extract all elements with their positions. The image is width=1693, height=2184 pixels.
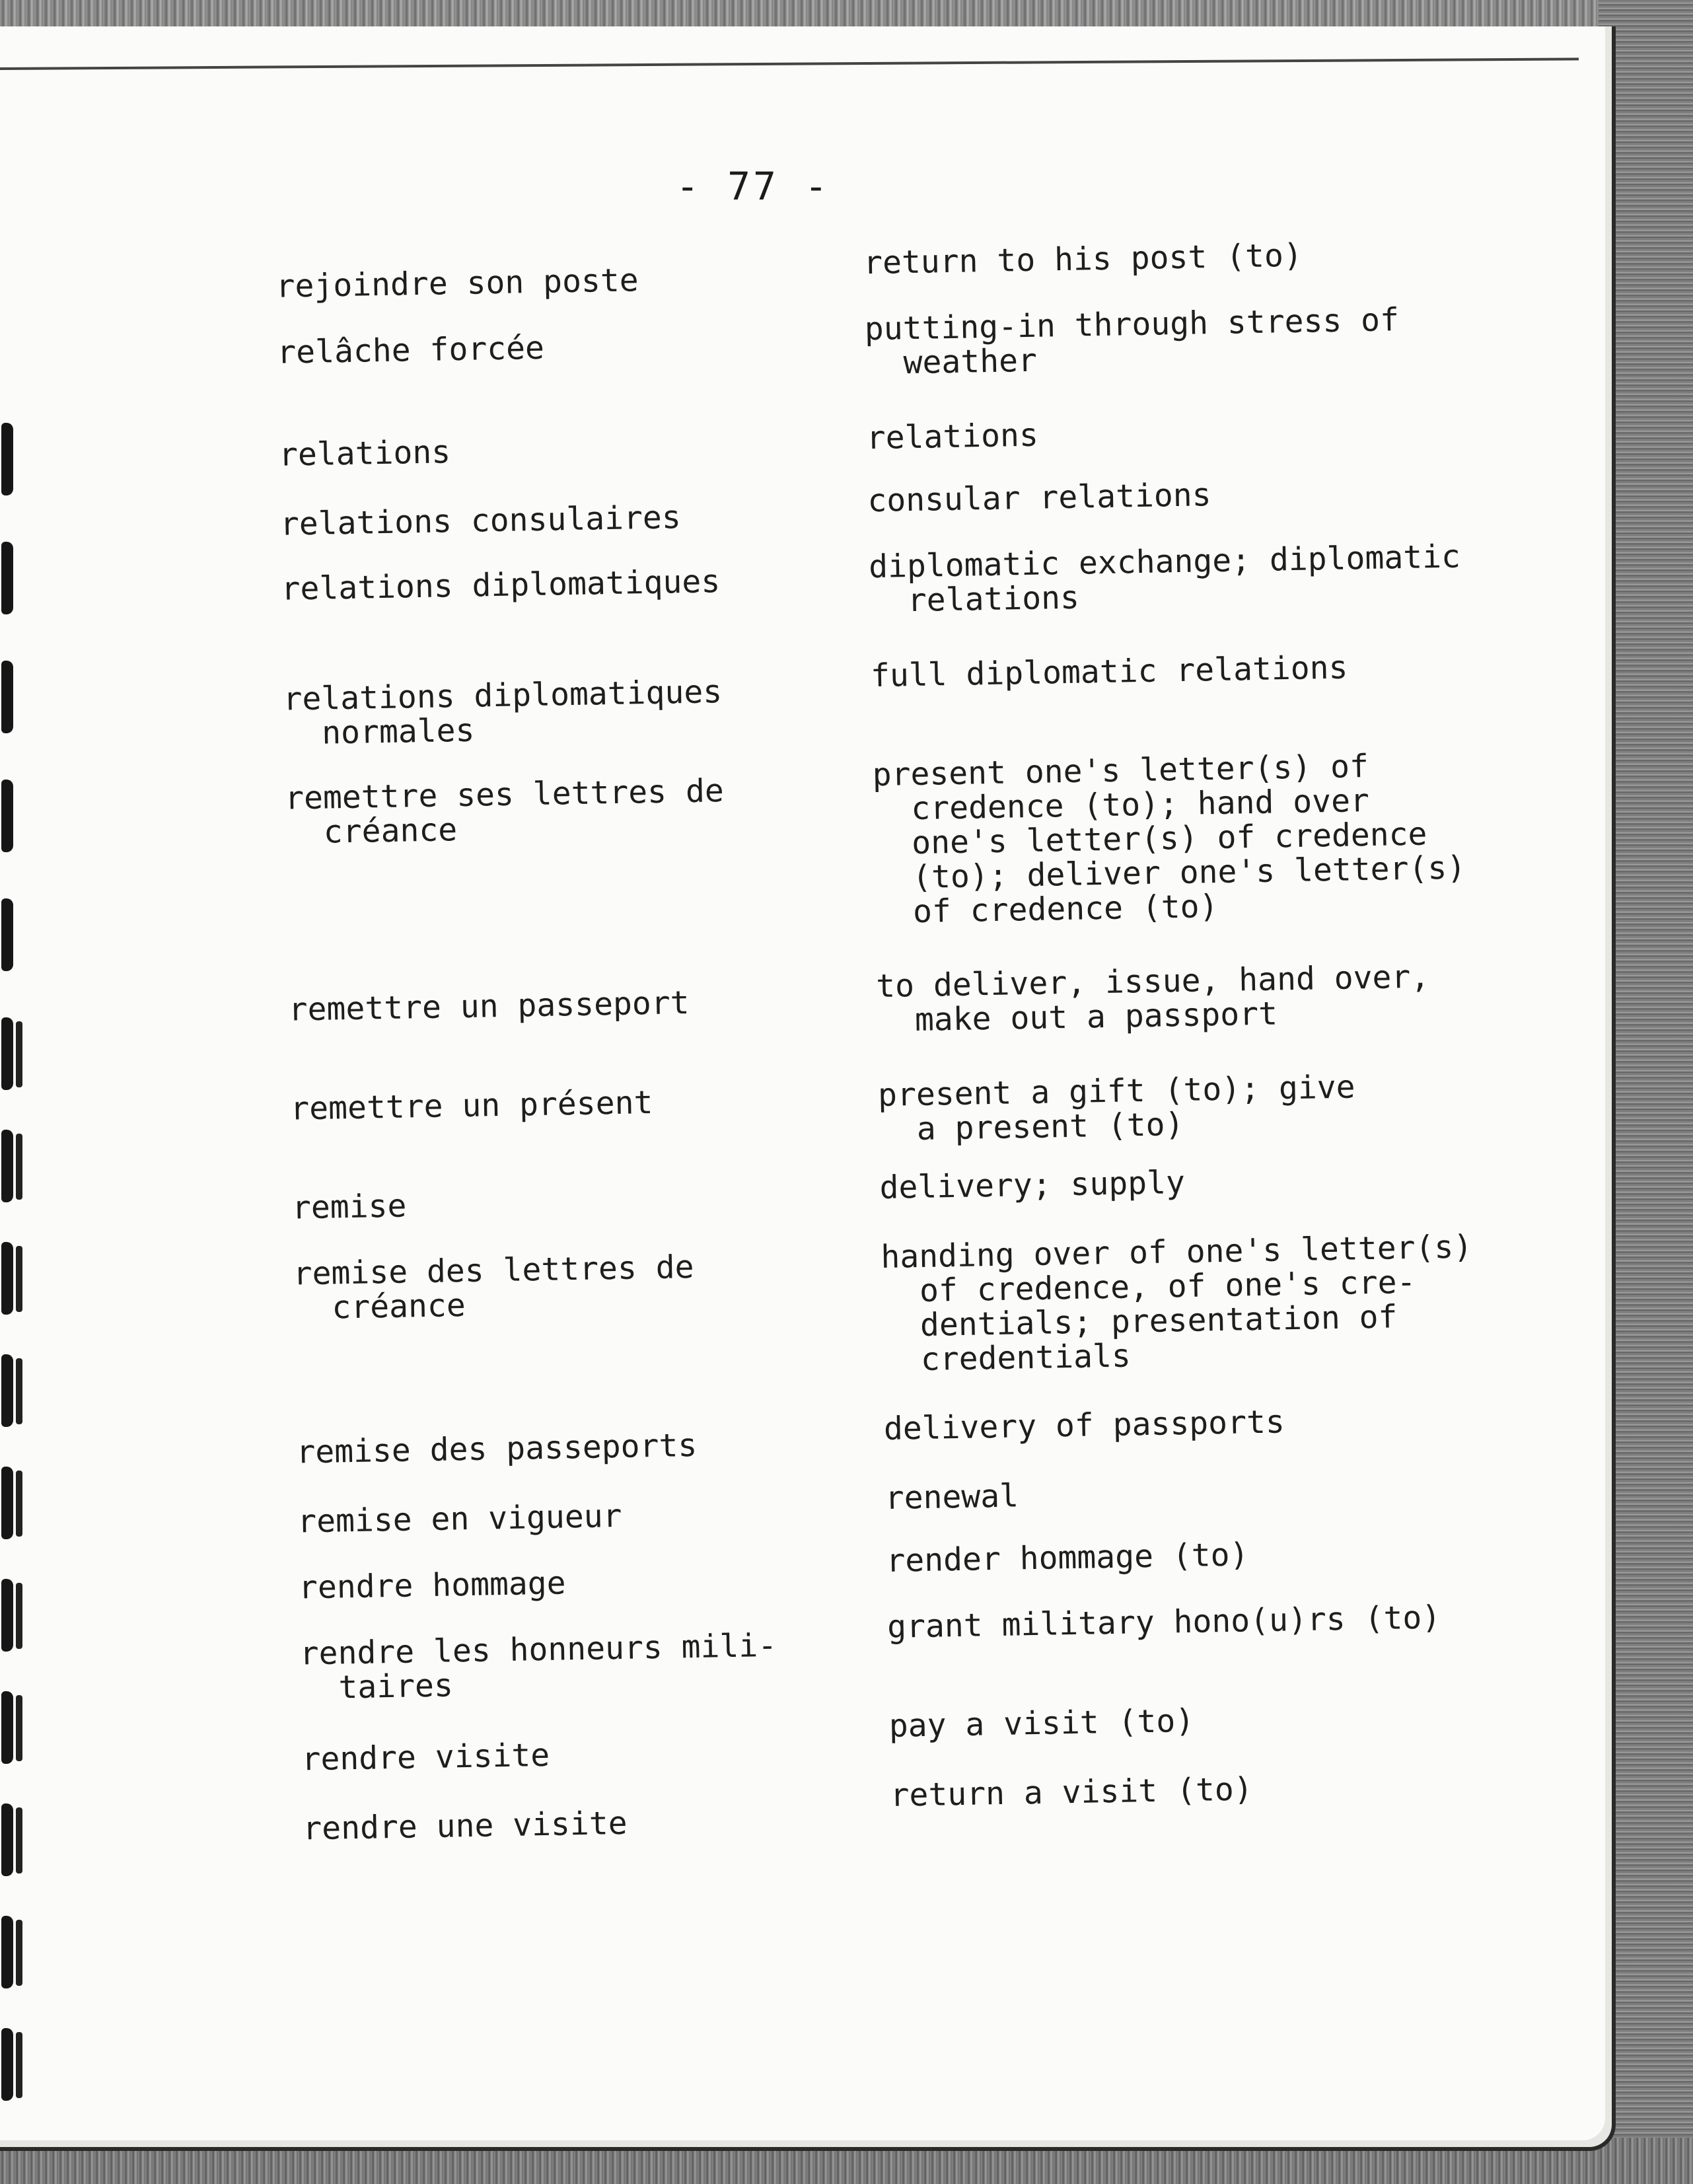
french-term: relâche forcée	[276, 329, 545, 371]
french-term: rendre hommage	[298, 1564, 567, 1607]
english-translation: delivery; supply	[879, 1163, 1186, 1207]
english-translation: return to his post (to)	[863, 237, 1303, 282]
binding-mark	[1, 1354, 13, 1427]
english-translation: diplomatic exchange; diplomatic relations	[868, 538, 1461, 620]
english-translation: renewal	[884, 1477, 1019, 1517]
french-term: rendre visite	[301, 1736, 550, 1778]
english-translation: putting-in through stress of weather	[864, 301, 1400, 382]
french-term: relations diplomatiques	[281, 563, 721, 608]
french-term: remise des passeports	[295, 1426, 698, 1471]
english-translation: render hommage (to)	[885, 1536, 1249, 1580]
french-term: remettre ses lettres de créance	[284, 772, 725, 852]
binding-mark	[1, 1579, 13, 1652]
french-term: relations	[278, 433, 451, 474]
english-translation: present a gift (to); give a present (to)	[877, 1068, 1355, 1149]
english-translation: full diplomatic relations	[870, 649, 1348, 695]
english-translation: delivery of passports	[883, 1403, 1285, 1447]
french-term: remise	[291, 1187, 407, 1227]
binding-mark	[1, 898, 13, 971]
french-term: rejoindre son poste	[275, 262, 639, 305]
french-term: relations consulaires	[279, 499, 682, 543]
binding-mark	[1, 780, 13, 852]
english-translation: handing over of one's letter(s) of credence, of one's cre- dentials; presentation of credentials	[880, 1228, 1473, 1379]
binding-mark	[1, 1130, 13, 1202]
binding-mark	[1, 1803, 13, 1876]
english-translation: relations	[866, 416, 1039, 457]
binding-mark	[1, 1017, 13, 1090]
french-term: remettre un passeport	[288, 984, 690, 1029]
english-translation: return a visit (to)	[890, 1770, 1254, 1814]
binding-mark	[1, 1691, 13, 1764]
english-translation: pay a visit (to)	[888, 1702, 1195, 1745]
french-term: relations diplomatiques normales	[283, 673, 723, 752]
french-term: remise en vigueur	[297, 1497, 622, 1541]
binding-mark	[1, 2028, 13, 2101]
english-translation: present one's letter(s) of credence (to); hand over one's letter(s) of credence (to); deliver one's letter(s) of credence (to)	[872, 748, 1466, 931]
english-translation: grant military hono(u)rs (to)	[886, 1599, 1441, 1646]
english-translation: to deliver, issue, hand over, make out a passport	[875, 958, 1430, 1040]
french-term: remise des lettres de créance	[293, 1248, 694, 1327]
french-term: remettre un présent	[289, 1084, 653, 1128]
page-number: - 77 -	[676, 164, 830, 209]
binding-mark	[1, 1916, 13, 1988]
french-term: rendre une visite	[302, 1804, 628, 1848]
french-term: rendre les honneurs mili- taires	[299, 1626, 777, 1707]
binding-mark	[1, 1467, 13, 1539]
binding-mark	[1, 1242, 13, 1315]
english-translation: consular relations	[867, 476, 1212, 520]
